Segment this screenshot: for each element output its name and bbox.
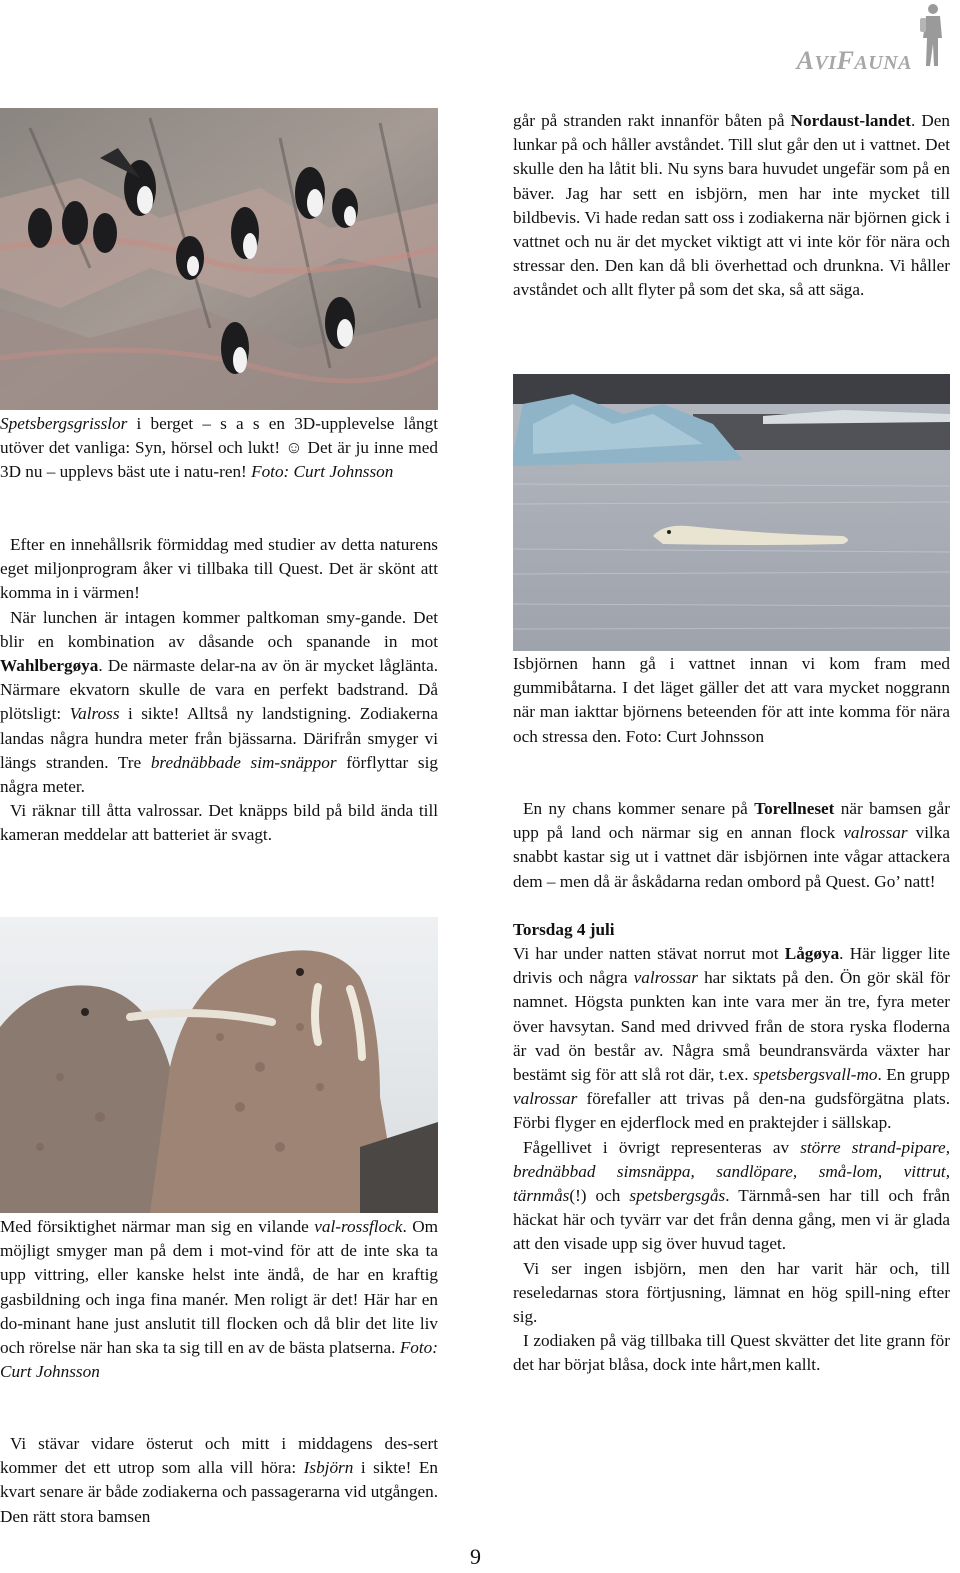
text-run: förflyttar sig några meter.	[0, 752, 438, 797]
text-run: . Den lunkar på och håller avståndet. Till slut går den ut i vattnet. Det skulle den ha låtit bli. Nu syns bara huvudet ungefär som på en bäver. Jag har sett en isbjörn, men har inte mycket till bildbevis. Vi hade redan satt oss i zodiakerna när björnen gick i vattnet och nu är det mycket viktigt att vi inte kör för nära och stressar den. Den kan då bli överhettad och drunkna. Vi håller avståndet och allt flyter på som det ska, så att säga.	[513, 111, 950, 300]
logo-letter-a: A	[796, 46, 815, 75]
walrus-caption	[0, 1215, 438, 1384]
species-name: större strand-pipare, brednäbbad simsnäppa, sandlöpare, små-lom, vittrut, tärnmås	[513, 1137, 950, 1206]
text-run: . Tärnmå-sen har till och från häckat här och tyvärr var det från denna gång, men vi är glada att den visade upp sig över huvud taget.	[513, 1186, 950, 1254]
text-run: När lunchen är intagen kommer paltkoman smy-gande. Det blir en kombination av dåsande och spanande in mot	[0, 607, 438, 651]
paragraph	[513, 1136, 950, 1257]
guillemots-photo	[0, 108, 438, 410]
logo-letters-auna: AUNA	[854, 52, 912, 74]
text-run: Fågellivet i övrigt representeras av	[523, 1137, 801, 1157]
guillemots-caption	[0, 412, 438, 485]
photo-credit: Foto: Curt Johnsson	[251, 462, 394, 482]
species-name: brednäbbade sim-snäppor	[150, 752, 337, 772]
day-heading-text: Torsdag 4 juli	[513, 919, 615, 939]
species-name: valrossar	[633, 968, 698, 988]
species-name: val-rossflock	[314, 1217, 403, 1236]
species-name: spetsbergsvall-mo	[753, 1065, 878, 1085]
text-run: i sikte! Alltså ny landstigning. Zodiakerna landas några hundra meter från bjässarna. Därifrån smyger vi längs stranden. Tre	[0, 704, 439, 772]
text-run: i sikte! En kvart senare är både zodiakerna och passagerarna vid utgången. Den rätt stora bamsen	[0, 1458, 438, 1526]
paragraph: Vi ser ingen isbjörn, men den har varit här och, till reseledarnas stora förtjusning, lämnat en hög spill-ning efter sig.	[513, 1258, 950, 1327]
paragraph	[513, 109, 950, 303]
text-run: . Här ligger lite drivis och några	[513, 944, 950, 988]
avifauna-logo	[706, 2, 946, 76]
paragraph	[513, 797, 950, 894]
species-name: Valross	[69, 704, 120, 724]
right-top-text	[513, 109, 950, 303]
paragraph	[513, 942, 950, 1136]
logo-letter-f: F	[836, 46, 855, 75]
logo-letters-vi: VI	[814, 52, 837, 74]
species-name: valrossar	[843, 823, 908, 843]
paragraph	[0, 1432, 438, 1529]
text-run: . Om möjligt smyger man på dem i mot-vind för att de inte ska ta upp vittring, eller kanske helst inte ändå, de har en kraftig gasbildning och inga fina manér. Men roligt är det! Här har en do-minant hane just anslutit till flocken och då blir det lite liv och rörelse när han ska ta sig till en av de bästa platserna.	[0, 1217, 439, 1358]
right-body-text	[513, 797, 950, 1378]
place-name: Lågøya	[784, 944, 840, 964]
text-run: Vi stävar vidare österut och mitt i middagens des-sert kommer det ett utrop som alla vill höra:	[0, 1434, 438, 1478]
paragraph: I zodiaken på väg tillbaka till Quest skvätter det lite grann för det har börjat blåsa, dock inte hårt,men kallt.	[513, 1331, 950, 1375]
polar-bear-caption	[513, 652, 950, 749]
caption-text: Isbjörnen hann gå i vattnet innan vi kom fram med gummibåtarna. I det läget gäller det att vara mycket noggrann när man iakttar björnens beteenden för att inte komma för nära och stressa den. Foto: Curt Johnsson	[513, 654, 950, 746]
paragraph	[0, 606, 438, 800]
caption-text: i berget – s a s en 3D-upplevelse långt utöver det vanliga: Syn, hörsel och lukt! ☺ Det är ju inne med 3D nu – upplevs bäst ute i natu-ren!	[0, 414, 438, 482]
page-number: 9	[470, 1544, 481, 1569]
hiker-silhouette-icon	[916, 2, 946, 72]
paragraph: Efter en innehållsrik förmiddag med studier av detta naturens eget miljonprogram åker vi tillbaka till Quest. Det är skönt att komma in i värmen!	[0, 535, 438, 603]
paragraph: Vi räknar till åtta valrossar. Det knäpps bild på bild ända till kameran meddelar att batteriet är svagt.	[0, 801, 438, 845]
species-name: spetsbergsgås	[629, 1186, 726, 1206]
species-name: valrossar	[513, 1089, 578, 1109]
text-run: (!) och	[569, 1186, 630, 1206]
text-run: när bamsen går upp på land och närmar sig en annan flock	[513, 799, 950, 843]
photo-credit: Foto: Curt Johnsson	[0, 1338, 438, 1382]
text-run: En ny chans kommer senare på	[523, 799, 755, 818]
text-run: har siktats på den. Ön gör skäl för namnet. Högsta punkten kan inte vara mer än tre, fyra meter över havsytan. Sand med drivved från de stora ryska floderna är vad ön består av. Några små beundransvärda växter har bestämt sig för att slå rot där, t.ex.	[513, 968, 951, 1085]
place-name: Torellneset	[754, 799, 835, 818]
place-name: Wahlbergøya	[0, 656, 99, 676]
text-run: . De närmaste delar-na av ön är mycket låglänta. Närmare ekvatorn skulle de vara en perfekt badstrand. Då plötsligt:	[0, 656, 438, 724]
day-heading	[513, 918, 950, 942]
text-run: Med försiktighet närmar man sig en vilande	[0, 1217, 315, 1236]
text-run: förefaller att trivas på den-na gudsförgätna plats. Förbi flyger en ejderflock med en praktejder i sällskap.	[513, 1089, 950, 1133]
caption-species-name: Spetsbergsgrisslor	[0, 414, 128, 433]
text-run: Vi har under natten stävat norrut mot	[513, 944, 785, 964]
left-bottom-text	[0, 1432, 438, 1529]
text-run: vilka snabbt kastar sig ut i vattnet där isbjörnen inte vågar attackera dem – men då är åskådarna redan ombord på Quest. Go’ natt!	[513, 823, 950, 891]
left-body-text	[0, 533, 438, 848]
text-run: går på stranden rakt innanför båten på	[513, 111, 791, 130]
walrus-photo	[0, 917, 438, 1213]
text-run: . En grupp	[877, 1065, 950, 1085]
species-name: Isbjörn	[303, 1458, 354, 1478]
place-name: Nordaust-landet	[790, 111, 911, 130]
polar-bear-photo	[513, 374, 950, 651]
